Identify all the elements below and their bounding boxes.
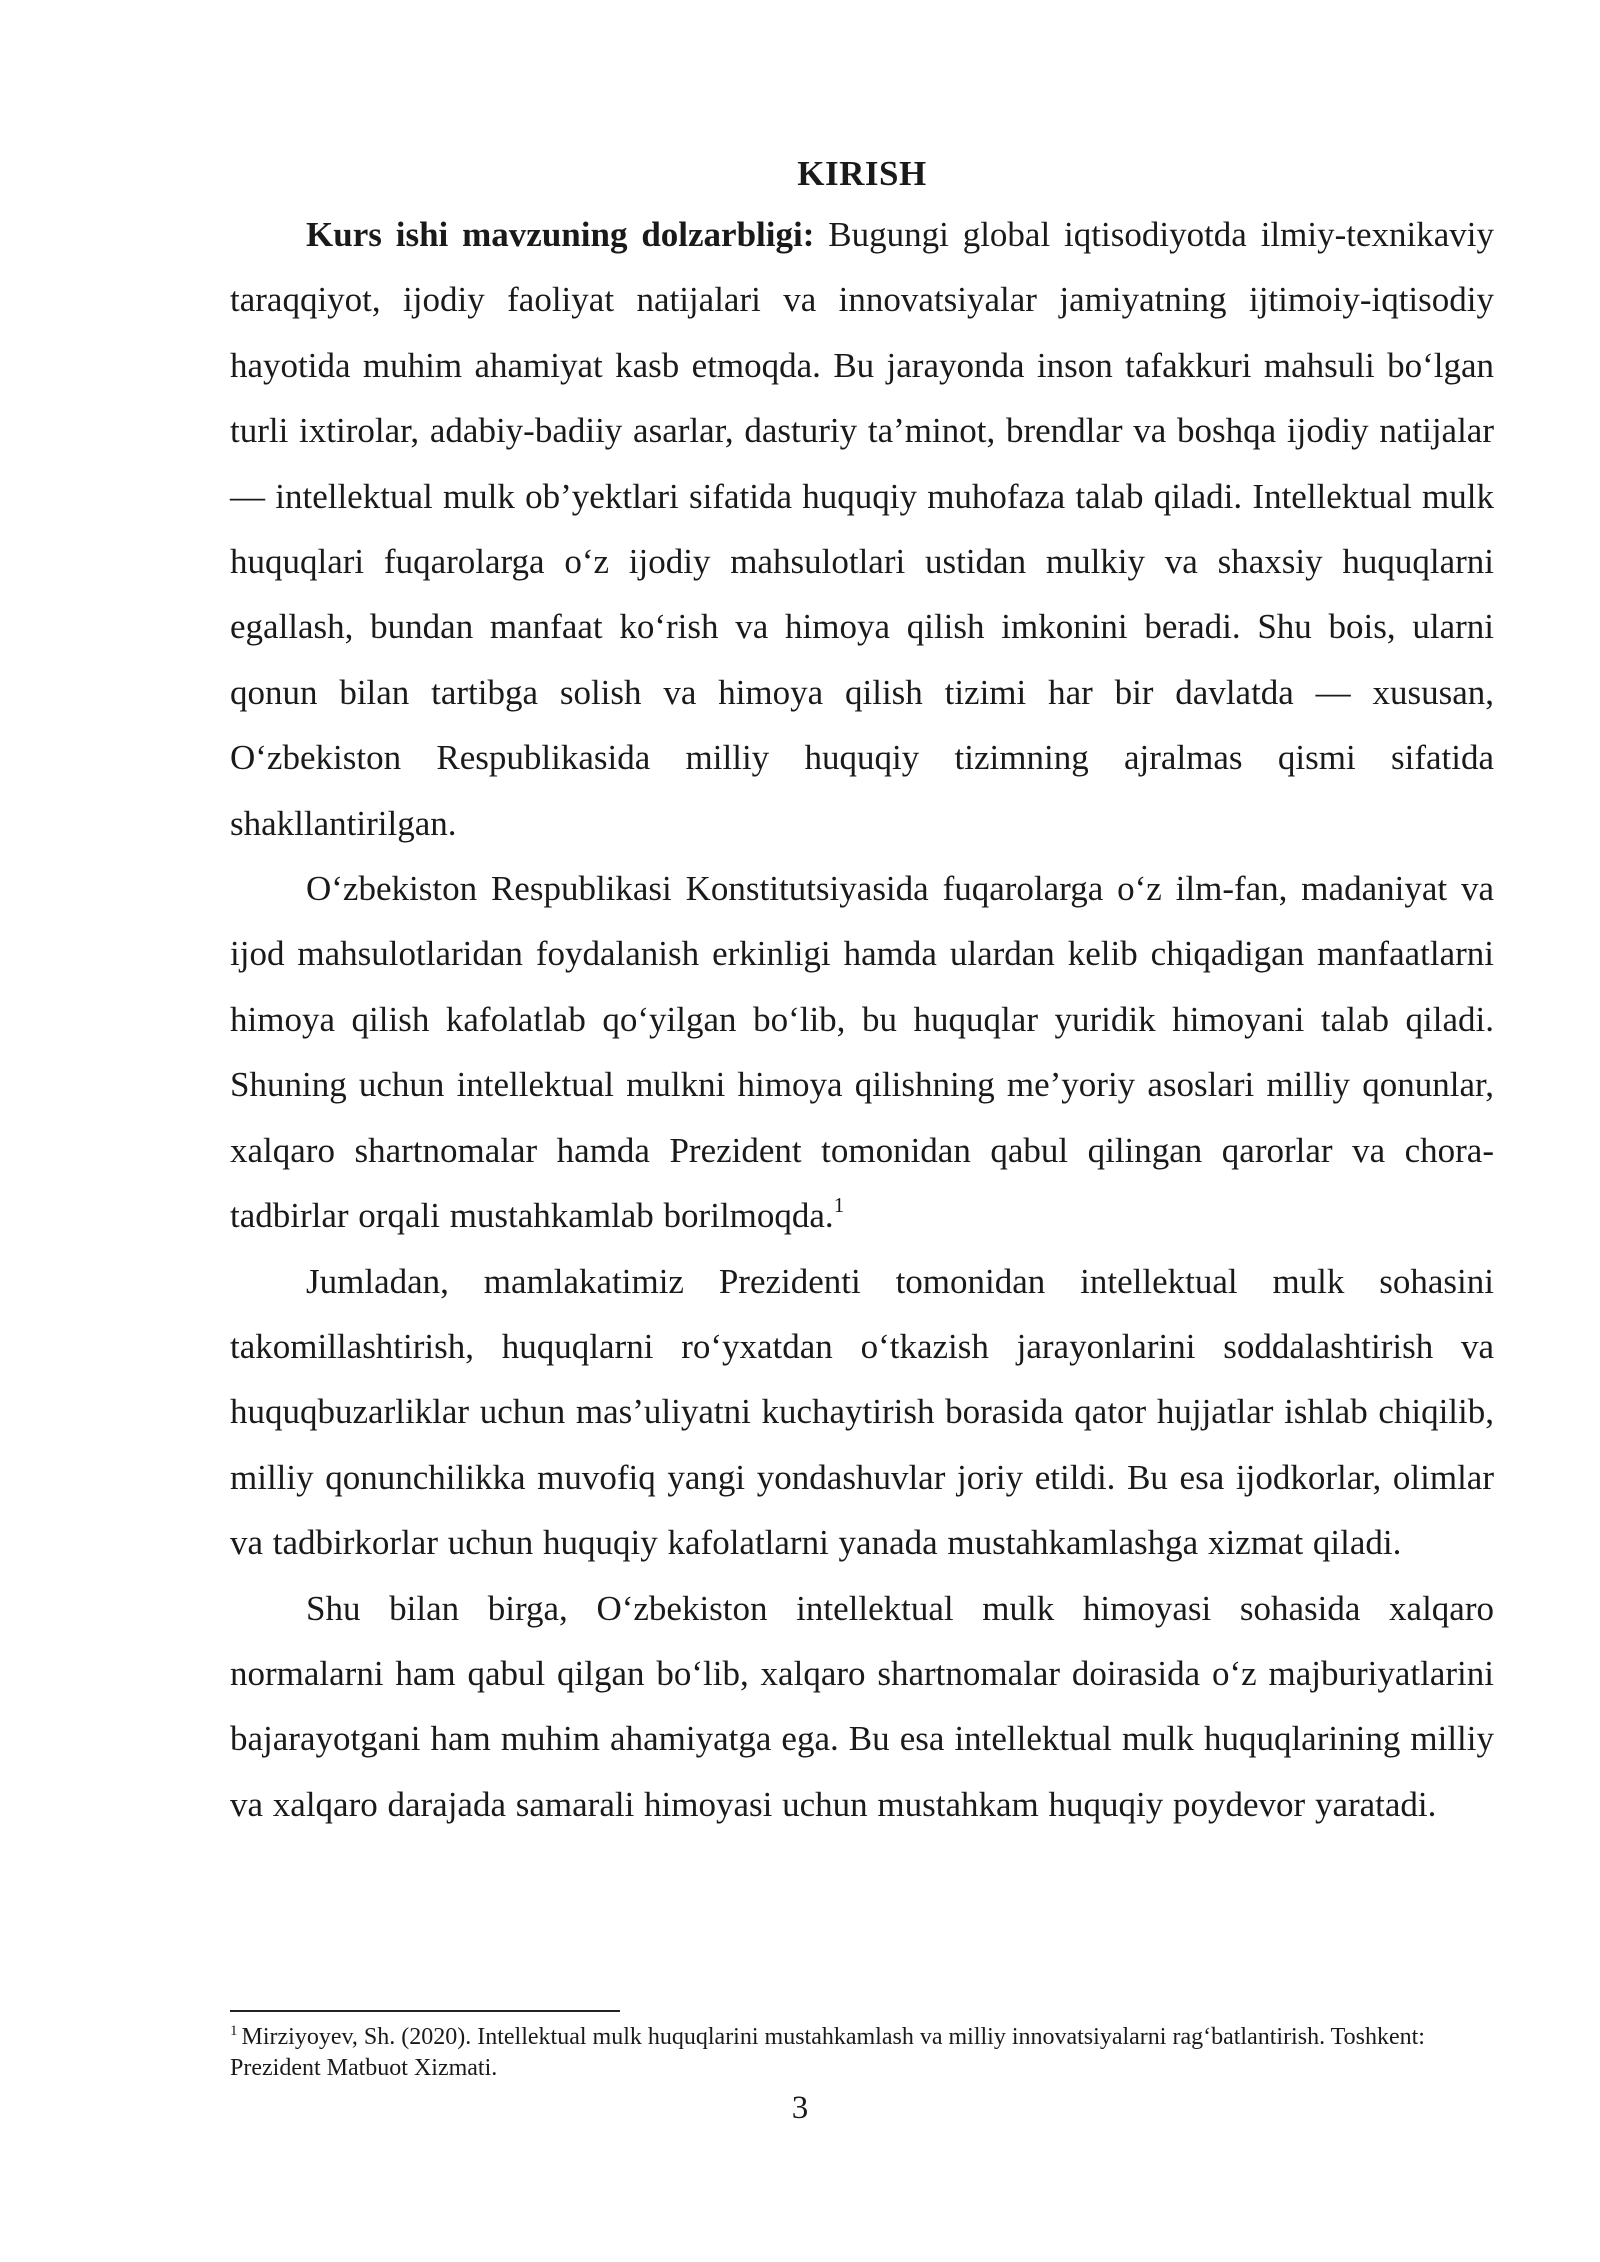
footnote-marker: 1 [230, 2023, 238, 2039]
paragraph-constitution [230, 856, 1494, 1248]
page-number: 3 [791, 2090, 809, 2126]
paragraph-relevance [230, 202, 1494, 856]
footnote-text: Mirziyoyev, Sh. (2020). Intellektual mulk huquqlarini mustahkamlash va milliy innovatsiyalarni rag‘batlantirish. Toshkent: Prezident Matbuot Xizmati. [230, 2024, 1425, 2081]
paragraph-lead: Kurs ishi mavzuning dolzarbligi: [306, 215, 815, 254]
paragraph-president [230, 1249, 1494, 1576]
main-text [230, 148, 1494, 1837]
paragraph-international [230, 1576, 1494, 1838]
paragraph-text: Jumladan, mamlakatimiz Prezidenti tomonidan intellektual mulk sohasini takomillashtirish, huquqlarni ro‘yxatdan o‘tkazish jarayonlarini soddalashtirish va huquqbuzarliklar uchun mas’uliyatni kuchaytirish borasida qator hujjatlar ishlab chiqilib, milliy qonunchilikka muvofiq yangi yondashuvlar joriy etildi. Bu esa ijodkorlar, olimlar va tadbirkorlar uchun huquqiy kafolatlarni yanada mustahkamlashga xizmat qiladi. [230, 1261, 1494, 1563]
paragraph-text: Shu bilan birga, O‘zbekiston intellektual mulk himoyasi sohasida xalqaro normalarni ham qabul qilgan bo‘lib, xalqaro shartnomalar doirasida o‘z majburiyatlarini bajarayotgani ham muhim ahamiyatga ega. Bu esa intellektual mulk huquqlarining milliy va xalqaro darajada samarali himoyasi uchun mustahkam huquqiy poydevor yaratadi. [230, 1588, 1494, 1824]
section-heading: KIRISH [797, 154, 927, 193]
paragraph-text: Bugungi global iqtisodiyotda ilmiy-texnikaviy taraqqiyot, ijodiy faoliyat natijalari va innovatsiyalar jamiyatning ijtimoiy-iqtisodiy hayotida muhim ahamiyat kasb etmoqda. Bu jarayonda inson tafakkuri mahsuli bo‘lgan turli ixtirolar, adabiy-badiiy asarlar, dasturiy ta’minot, brendlar va boshqa ijodiy natijalar — intellektual mulk ob’yektlari sifatida huquqiy muhofaza talab qiladi. Intellektual mulk huquqlari fuqarolarga o‘z ijodiy mahsulotlari ustidan mulkiy va shaxsiy huquqlarni egallash, bundan manfaat ko‘rish va himoya qilish imkonini beradi. Shu bois, ularni qonun bilan tartibga solish va himoya qilish tizimi har bir davlatda — xususan, O‘zbekiston Respublikasida milliy huquqiy tizimning ajralmas qismi sifatida shakllantirilgan. [230, 215, 1494, 843]
footnote-reference[interactable]: 1 [833, 1193, 845, 1218]
footnote-separator [230, 2010, 620, 2012]
footnote [230, 2022, 1520, 2084]
paragraph-text: O‘zbekiston Respublikasi Konstitutsiyasida fuqarolarga o‘z ilm-fan, madaniyat va ijod mahsulotlaridan foydalanish erkinligi hamda ulardan kelib chiqadigan manfaatlarni himoya qilish kafolatlab qo‘yilgan bo‘lib, bu huquqlar yuridik himoyani talab qiladi. Shuning uchun intellektual mulkni himoya qilishning me’yoriy asoslari milliy qonunlar, xalqaro shartnomalar hamda Prezident tomonidan qabul qilingan qarorlar va chora-tadbirlar orqali mustahkamlab borilmoqda. [230, 869, 1494, 1236]
